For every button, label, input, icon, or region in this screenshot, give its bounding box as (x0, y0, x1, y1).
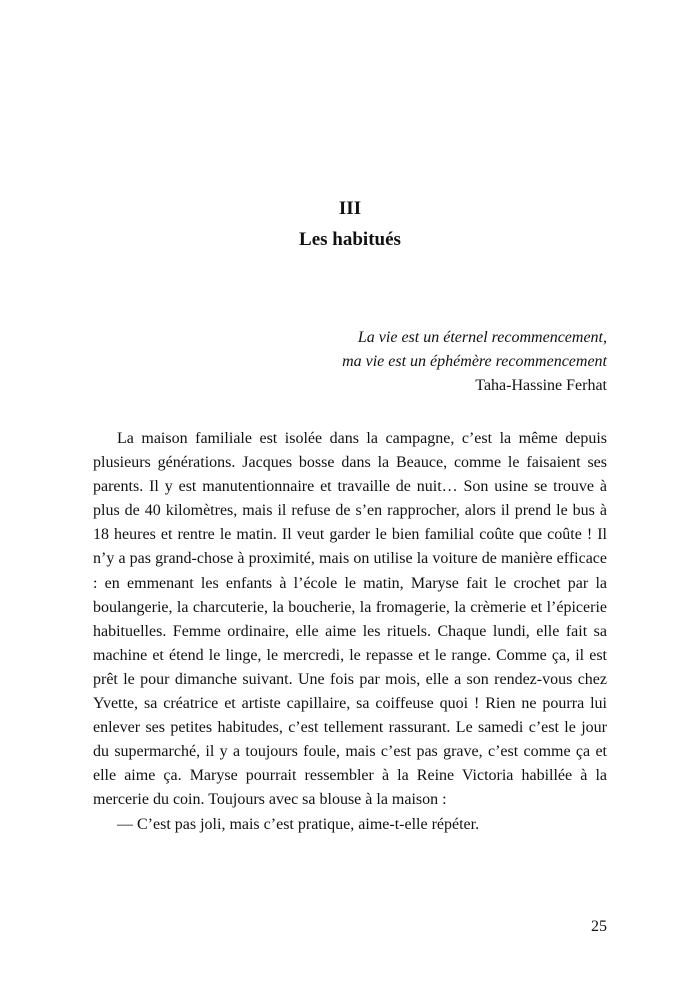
dialogue-line: — C’est pas joli, mais c’est pratique, aime-t-elle répéter. (117, 815, 480, 833)
epigraph-line: La vie est un éternel recommencement, (357, 329, 607, 346)
epigraph-line: ma vie est un éphémère recommencement (342, 353, 607, 370)
page-number: 25 (591, 918, 607, 935)
epigraph-author: Taha-Hassine Ferhat (475, 377, 607, 394)
chapter-title: Les habitués (299, 229, 401, 250)
chapter-number: III (338, 198, 362, 219)
body-text (93, 427, 607, 837)
body-paragraph: La maison familiale est isolée dans la campagne, c’est la même depuis plusieurs générations. Jacques bosse dans la Beauce, comme le faisaient ses parents. Il y est manutentionnaire et travaille de nuit… Son usine se trouve à plus de 40 kilomètres, mais il refuse de s’en rapprocher, alors il prend le bus à 18 heures et rentre le matin. Il veut garder le bien familial coûte que coûte ! Il n’y a pas grand-chose à proximité, mais on utilise la voiture de manière efficace : en emmenant les enfants à l’école le matin, Maryse fait le crochet par la boulangerie, la charcuterie, la boucherie, la fromagerie, la crèmerie et l’épicerie habituelles. Femme ordinaire, elle aime les rituels. Chaque lundi, elle fait sa machine et étend le linge, le mercredi, le repasse et le range. Comme ça, il est prêt le pour dimanche suivant. Une fois par mois, elle a son rendez-vous chez Yvette, sa créatrice et artiste capillaire, sa coiffeuse quoi ! Rien ne pourra lui enlever ses petites habitudes, c’est tellement rassurant. Le samedi c’est le jour du supermarché, il y a toujours foule, mais c’est pas grave, c’est comme ça et elle aime ça. Maryse pourrait ressembler à la Reine Victoria habillée à la mercerie du coin. Toujours avec sa blouse à la maison : (93, 430, 607, 809)
epigraph (342, 326, 607, 398)
